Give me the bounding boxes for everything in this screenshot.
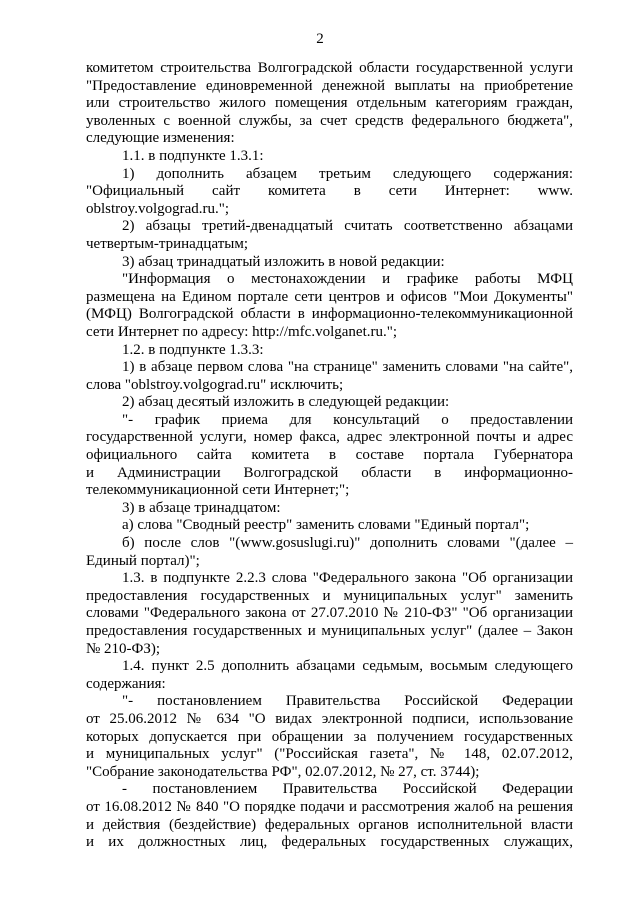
text-line: 1.3. в подпункте 2.2.3 слова "Федерального закона "Об организации xyxy=(122,570,573,587)
text-line: от 16.08.2012 № 840 "О порядке подачи и рассмотрения жалоб на решения xyxy=(86,798,573,815)
text-line: 2) абзац десятый изложить в следующей редакции: xyxy=(122,394,450,411)
text-line: № 210-ФЗ); xyxy=(86,640,161,657)
text-line: (МФЦ) Волгоградской области в информационно-телекоммуникационной xyxy=(86,306,573,323)
text-line: "- постановлением Правительства Российской Федерации xyxy=(122,693,573,710)
text-line: 1) в абзаце первом слова "на странице" заменить словами "на сайте", xyxy=(122,359,573,376)
text-line: и муниципальных услуг" ("Российская газета", № 148, 02.07.2012, xyxy=(86,746,573,763)
text-line: 1.1. в подпункте 1.3.1: xyxy=(122,147,264,164)
text-line: четвертым-тринадцатым; xyxy=(86,235,249,252)
text-line: 1.2. в подпункте 1.3.3: xyxy=(122,341,264,358)
text-line: и их должностных лиц, федеральных государственных служащих, xyxy=(86,834,573,851)
text-line: "Информация о местонахождении и графике работы МФЦ xyxy=(122,271,573,288)
text-line: которых допускается при обращении за получением государственных xyxy=(86,728,573,745)
text-line: Единый портал)"; xyxy=(86,552,200,569)
text-line: 3) абзац тринадцатый изложить в новой редакции: xyxy=(122,253,445,270)
text-line: слова "oblstroy.volgograd.ru" исключить; xyxy=(86,376,344,393)
text-line: размещена на Едином портале сети центров и офисов "Мои Документы" xyxy=(86,288,573,305)
text-line: 3) в абзаце тринадцатом: xyxy=(122,499,281,516)
text-line: 2) абзацы третий-двенадцатый считать соответственно абзацами xyxy=(122,218,573,235)
text-line: официального сайта комитета в составе портала Губернатора xyxy=(86,447,573,464)
text-line: "- график приема для консультаций о предоставлении xyxy=(122,411,573,428)
text-line: и действия (бездействие) федеральных органов исполнительной власти xyxy=(86,816,573,833)
text-line: уволенных с военной службы, за счет средств федерального бюджета", xyxy=(86,112,573,129)
page-number: 2 xyxy=(316,31,324,47)
text-line: телекоммуникационной сети Интернет;"; xyxy=(86,482,350,499)
text-line: "Официальный сайт комитета в сети Интернет: www. xyxy=(86,183,573,200)
text-line: и Администрации Волгоградской области в информационно- xyxy=(86,464,573,481)
text-line: а) слова "Сводный реестр" заменить словами "Единый портал"; xyxy=(122,517,530,534)
text-line: комитетом строительства Волгоградской области государственной услуги xyxy=(86,60,573,76)
text-line: следующие изменения: xyxy=(86,130,235,147)
text-line: "Собрание законодательства РФ", 02.07.2012, № 27, ст. 3744); xyxy=(86,763,480,780)
text-line: предоставления государственных и муниципальных услуг" заменить xyxy=(86,587,573,604)
text-line: сети Интернет по адресу: http://mfc.volganet.ru."; xyxy=(86,323,398,340)
text-line: "Предоставление единовременной денежной выплаты на приобретение xyxy=(86,77,573,94)
text-line: содержания: xyxy=(86,675,166,692)
text-line: oblstroy.volgograd.ru."; xyxy=(86,200,230,217)
document-body xyxy=(86,60,573,852)
text-line: словами "Федерального закона от 27.07.2010 № 210-ФЗ" "Об организации xyxy=(86,605,573,622)
text-line: 1) дополнить абзацем третьим следующего содержания: xyxy=(122,165,573,182)
text-line: от 25.06.2012 № 634 "О видах электронной подписи, использование xyxy=(86,710,573,727)
text-line: предоставления государственных и муниципальных услуг" (далее – Закон xyxy=(86,623,573,639)
text-line: - постановлением Правительства Российской Федерации xyxy=(122,781,573,798)
text-line: государственной услуги, номер факса, адрес электронной почты и адрес xyxy=(86,429,573,446)
text-line: или строительство жилого помещения отдельным категориям граждан, xyxy=(86,95,573,112)
text-line: б) после слов "(www.gosuslugi.ru)" дополнить словами "(далее – xyxy=(122,535,573,552)
text-line: 1.4. пункт 2.5 дополнить абзацами седьмым, восьмым следующего xyxy=(122,658,573,675)
